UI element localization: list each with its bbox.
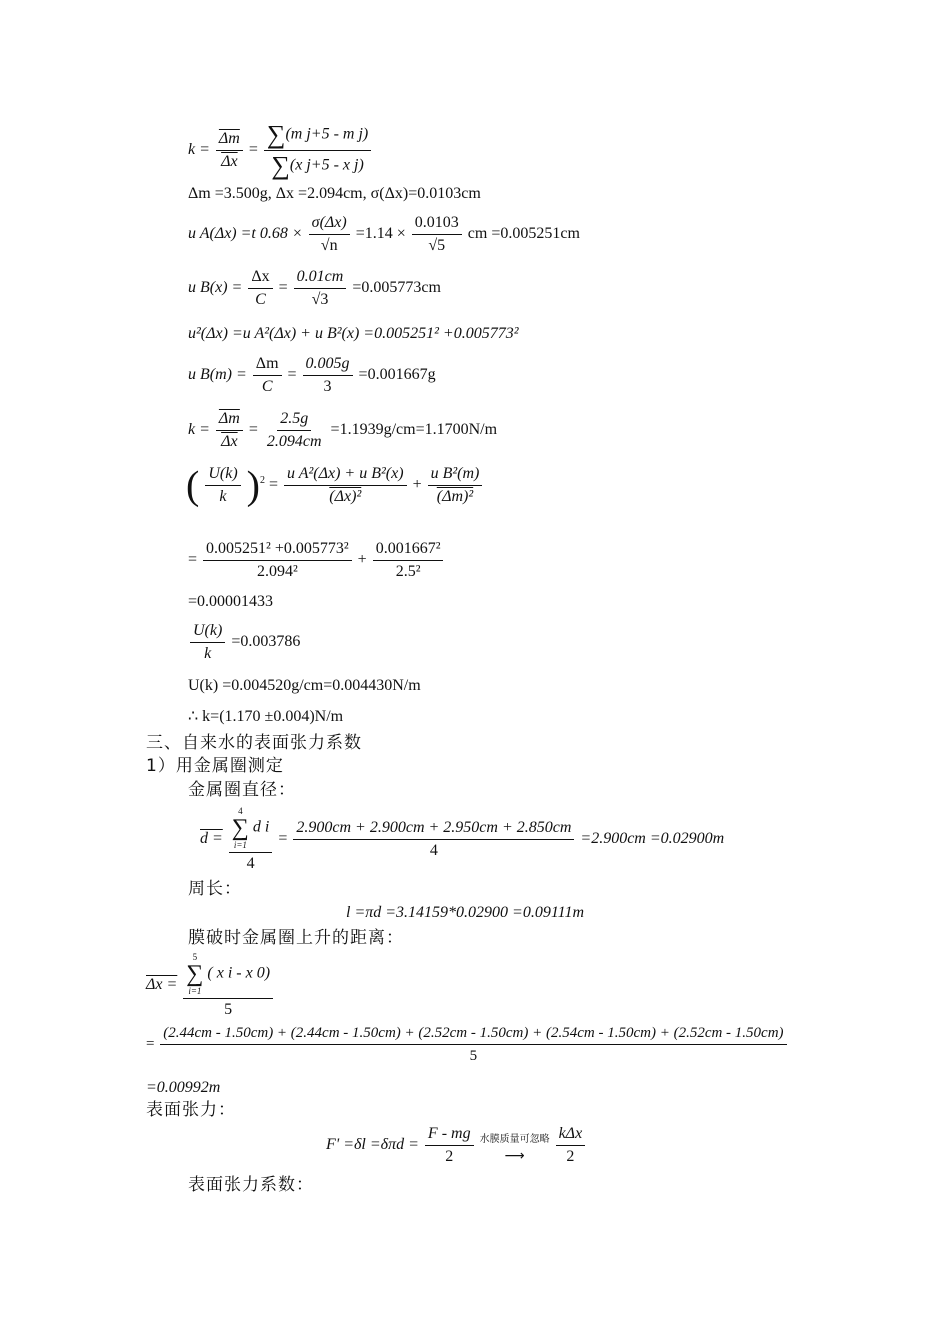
rel-uncertainty-formula: ( $\frac{U(k)}{k}$ )$^2$ = $\frac{\text{u A²(Δx) + u B²(x)}}{\text{(Δx)²}}$ + $\frac{\text{u B²(m)}}{\text{(Δm)²}}$ [186, 465, 484, 506]
surface-tension-coef-label: 表面张力系数： [188, 1175, 314, 1195]
means-line: Δm =3.500g, Δx =2.094cm, σ(Δx)=0.0103cm [188, 185, 481, 202]
ubx-formula: u B(x) = $\frac{\Delta x}{C}$ = $\frac{0.01cm}{√3}$ =0.005773cm [188, 268, 441, 308]
uk-result: U(k) =0.004520g/cm=0.004430N/m [188, 677, 421, 694]
dx-long-formula: = (2.44cm - 1.50cm) + (2.44cm - 1.50cm) + (2.52cm - 1.50cm) + (2.54cm - 1.50cm) + (2.52cm - 1.50cm) 5 [146, 1024, 789, 1065]
k-frac-mean: $\frac{\overline{\Delta m}}{\Delta x}$ [216, 130, 243, 171]
k-definition-formula: k = $\frac{\overline{\Delta m}}{\Delta x}$ = $\frac{\text{∑(m j+5 - m j)}}{\text{∑(x j+5 - x j)}}$ [188, 122, 373, 179]
arrow-annotation: 水膜质量可忽略 ⟶ [479, 1133, 550, 1164]
k-value-formula: k = $\frac{\overline{\Delta m}}{\Delta x}$ = $\frac{2.5g}{2.094cm}$ =1.1939g/cm=1.1700N/m [188, 410, 498, 450]
perimeter-formula: l =πd =3.14159*0.02900 =0.09111m [346, 904, 585, 921]
section-3-heading: 三、自来水的表面张力系数 [146, 733, 362, 753]
k-lhs: k = [188, 141, 210, 159]
subsection-1-heading: 1）用金属圈测定 [146, 756, 284, 776]
dx-result: =0.00992m [146, 1079, 221, 1096]
k-frac-sum: $\frac{\text{∑(m j+5 - m j)}}{\text{∑(x j+5 - x j)}}$ [264, 122, 371, 179]
k-final-result: ∴ k=(1.170 ±0.004)N/m [188, 708, 344, 725]
rel-k-formula: $\frac{U(k)}{k}$ =0.003786 [188, 622, 300, 663]
diameter-formula: d = 4 ∑ i=1 d i 4 = $\frac{2.900cm + 2.900cm + 2.950cm + 2.850cm}{4}$ =2.900cm =0.02900m [200, 806, 725, 872]
force-formula: F' =δl =δπd = $\frac{F - mg}{2}$ 水膜质量可忽略 ⟶ $\frac{\text{kΔx}}{2}$ [326, 1125, 587, 1166]
surface-tension-label: 表面张力： [146, 1100, 236, 1120]
ua-formula: u A(Δx) =t 0.68 × $\frac{\sigma(\Delta x)}{√n}$ =1.14 × $\frac{0.0103}{√5}$ cm =0.005251cm [188, 214, 580, 254]
u2-formula: u²(Δx) =u A²(Δx) + u B²(x) =0.005251² +0.005773² [188, 325, 519, 342]
rel-numeric-formula: = $\frac{\text{0.005251² +0.005773²}}{\text{2.094²}}$ + $\frac{\text{0.001667²}}{\text{2.5²}}$ [188, 540, 445, 581]
diameter-label: 金属圈直径： [188, 780, 296, 800]
rel-result: =0.00001433 [188, 593, 274, 610]
perimeter-label: 周长： [188, 879, 242, 899]
ubm-formula: u B(m) = $\frac{\Delta m}{C}$ = $\frac{0.005g}{3}$ =0.001667g [188, 355, 436, 395]
rise-distance-label: 膜破时金属圈上升的距离： [188, 928, 404, 948]
dx-formula: Δx = 5 ∑ i=1 ( x i - x 0) 5 [146, 952, 275, 1019]
